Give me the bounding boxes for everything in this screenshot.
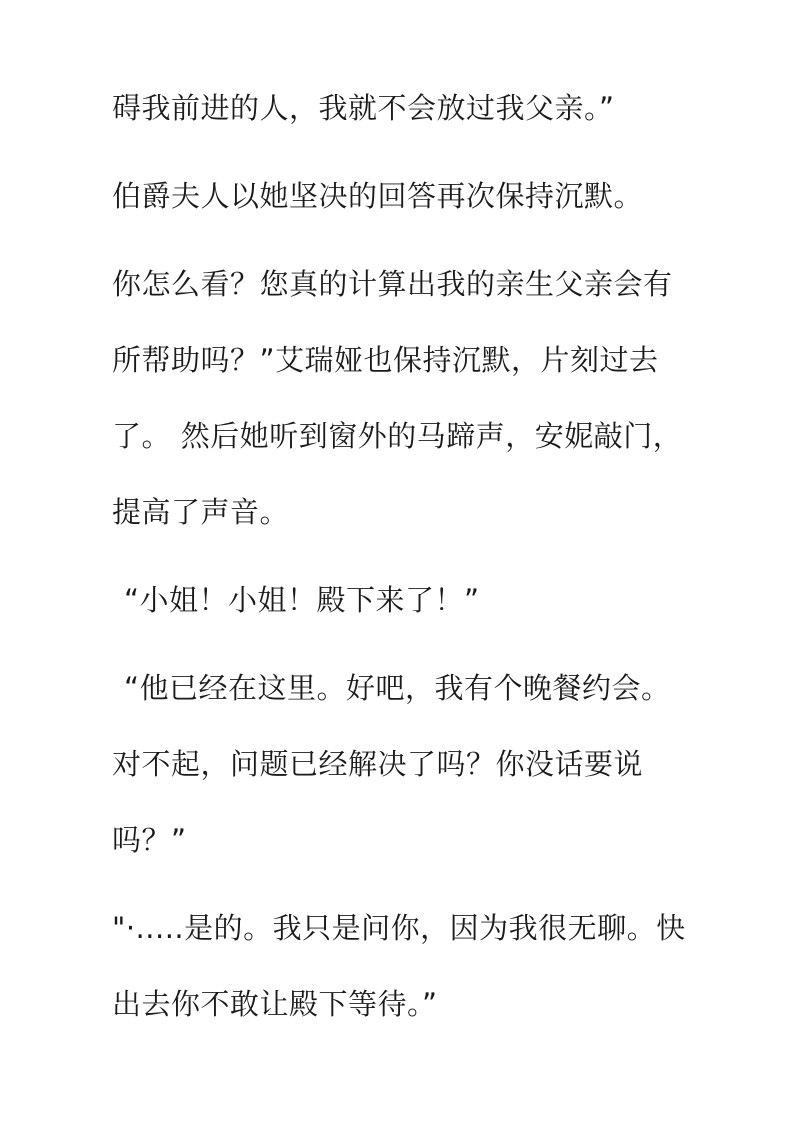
- text-line: 对不起，问题已经解决了吗？你没话要说: [112, 747, 644, 781]
- text-line: 了。 然后她听到窗外的马蹄声，安妮敲门，: [112, 419, 683, 453]
- text-line: 你怎么看？您真的计算出我的亲生父亲会有: [112, 267, 673, 301]
- text-line: 碍我前进的人，我就不会放过我父亲。”: [112, 91, 615, 125]
- text-line: 出去你不敢让殿下等待。”: [112, 987, 438, 1021]
- text-line: “小姐！小姐！殿下来了！”: [124, 583, 480, 617]
- text-line: 吗？”: [112, 823, 187, 857]
- text-line: "·.....是的。我只是问你，因为我很无聊。快: [112, 911, 686, 945]
- text-line: 伯爵夫人以她坚决的回答再次保持沉默。: [112, 179, 644, 213]
- text-line: 提高了声音。: [112, 495, 290, 529]
- text-line: 所帮助吗？”艾瑞娅也保持沉默，片刻过去: [112, 343, 659, 377]
- text-line: “他已经在这里。好吧，我有个晚餐约会。: [124, 671, 671, 705]
